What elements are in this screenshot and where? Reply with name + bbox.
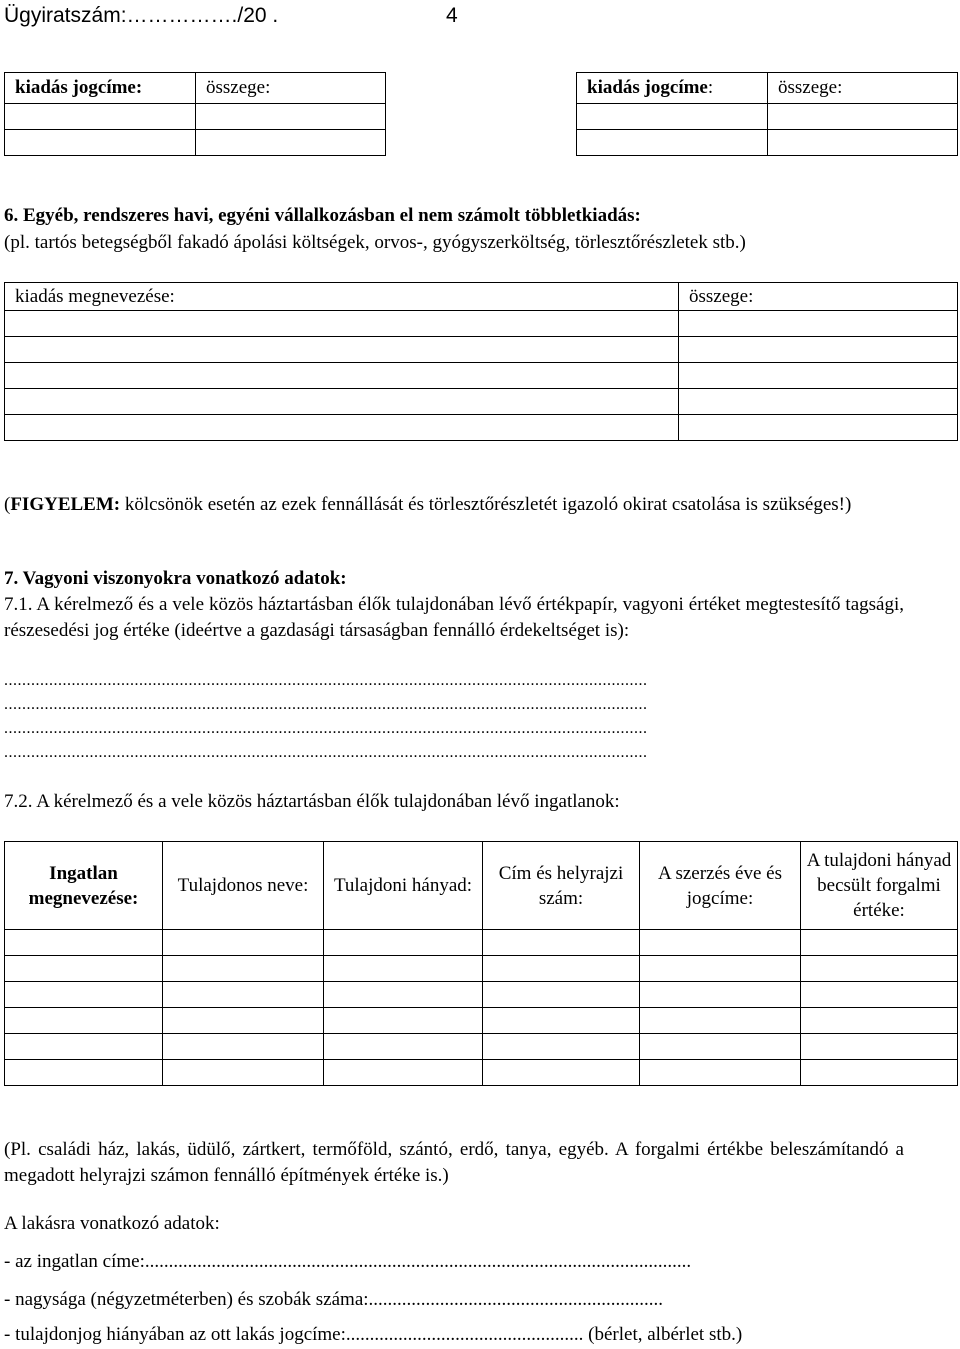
table-cell[interactable] bbox=[5, 982, 163, 1008]
table-cell[interactable] bbox=[196, 104, 386, 130]
section-7-2-text: 7.2. A kérelmező és a vele közös háztartásban élők tulajdonában lévő ingatlanok: bbox=[4, 791, 620, 812]
table-cell[interactable] bbox=[163, 956, 324, 982]
property-header-cell: Cím és helyrajzi szám: bbox=[483, 842, 640, 930]
expense-table-left bbox=[4, 72, 386, 156]
table-cell[interactable] bbox=[5, 1008, 163, 1034]
table-cell[interactable] bbox=[679, 337, 958, 363]
table-cell[interactable] bbox=[163, 1034, 324, 1060]
table-cell[interactable] bbox=[483, 1034, 640, 1060]
header-cell: összege: bbox=[679, 283, 958, 311]
table-cell[interactable] bbox=[163, 1060, 324, 1086]
property-header-cell: Tulajdonos neve: bbox=[163, 842, 324, 930]
table-cell[interactable] bbox=[768, 104, 958, 130]
header-cell: kiadás megnevezése: bbox=[5, 283, 679, 311]
table-cell[interactable] bbox=[679, 415, 958, 441]
section-7-title: 7. Vagyoni viszonyokra vonatkozó adatok: bbox=[4, 568, 347, 589]
table-cell[interactable] bbox=[640, 1034, 801, 1060]
table-cell[interactable] bbox=[483, 956, 640, 982]
flat-size-line[interactable]: - nagysága (négyzetméterben) és szobák száma:.............................................................. bbox=[4, 1289, 664, 1310]
table-cell[interactable] bbox=[801, 930, 958, 956]
property-table bbox=[4, 841, 958, 1086]
answer-line[interactable]: ............................................................................................................................................... bbox=[4, 696, 648, 713]
table-cell[interactable] bbox=[801, 1008, 958, 1034]
table-cell[interactable] bbox=[163, 930, 324, 956]
table-cell[interactable] bbox=[577, 104, 768, 130]
property-header-cell: Tulajdoni hányad: bbox=[324, 842, 483, 930]
table-cell[interactable] bbox=[5, 104, 196, 130]
table-cell[interactable] bbox=[324, 1060, 483, 1086]
flat-data-title: A lakásra vonatkozó adatok: bbox=[4, 1213, 220, 1234]
table-cell[interactable] bbox=[5, 363, 679, 389]
table-cell[interactable] bbox=[768, 130, 958, 156]
section-6-subtitle: (pl. tartós betegségből fakadó ápolási költségek, orvos-, gyógyszerköltség, törlesztőrészletek stb.) bbox=[4, 232, 746, 253]
section-6-title: 6. Egyéb, rendszeres havi, egyéni vállalkozásban el nem számolt többletkiadás: bbox=[4, 205, 641, 226]
document-number-label: Ügyiratszám:……………./20 . bbox=[4, 4, 279, 27]
other-expenses-table bbox=[4, 282, 958, 441]
table-cell[interactable] bbox=[801, 982, 958, 1008]
answer-line[interactable]: ............................................................................................................................................... bbox=[4, 720, 648, 737]
table-cell[interactable] bbox=[324, 956, 483, 982]
table-cell[interactable] bbox=[5, 337, 679, 363]
table-cell[interactable] bbox=[324, 1008, 483, 1034]
table-cell[interactable] bbox=[640, 1008, 801, 1034]
answer-line[interactable]: ............................................................................................................................................... bbox=[4, 744, 648, 761]
header-cell: kiadás jogcíme: bbox=[5, 73, 196, 104]
table-cell[interactable] bbox=[5, 930, 163, 956]
table-cell[interactable] bbox=[801, 1060, 958, 1086]
table-cell[interactable] bbox=[5, 1060, 163, 1086]
header-cell: kiadás jogcíme: bbox=[577, 73, 768, 104]
table-cell[interactable] bbox=[5, 956, 163, 982]
table-cell[interactable] bbox=[801, 1034, 958, 1060]
answer-line[interactable]: ............................................................................................................................................... bbox=[4, 672, 648, 689]
table-cell[interactable] bbox=[324, 982, 483, 1008]
property-header-cell: A tulajdoni hányad becsült forgalmi értéke: bbox=[801, 842, 958, 930]
table-cell[interactable] bbox=[5, 415, 679, 441]
table-cell[interactable] bbox=[163, 982, 324, 1008]
loan-warning-note: (FIGYELEM: kölcsönök esetén az ezek fennállását és törlesztőrészletét igazoló okirat csatolása is szükséges!) bbox=[4, 494, 852, 515]
table-cell[interactable] bbox=[324, 930, 483, 956]
table-cell[interactable] bbox=[196, 130, 386, 156]
table-cell[interactable] bbox=[5, 311, 679, 337]
flat-title-line[interactable]: - tulajdonjog hiányában az ott lakás jogcíme:.................................................. (bérlet, albérlet stb.) bbox=[4, 1324, 743, 1345]
property-note: (Pl. családi ház, lakás, üdülő, zártkert, termőföld, szántó, erdő, tanya, egyéb. A forgalmi értékbe beleszámítandó a megadott helyrajzi számon fennálló építmények értéke is.) bbox=[4, 1139, 904, 1186]
table-cell[interactable] bbox=[5, 1034, 163, 1060]
property-header-cell: Ingatlan megnevezése: bbox=[5, 842, 163, 930]
table-cell[interactable] bbox=[483, 1060, 640, 1086]
table-cell[interactable] bbox=[640, 956, 801, 982]
table-cell[interactable] bbox=[679, 311, 958, 337]
table-cell[interactable] bbox=[5, 389, 679, 415]
property-header-cell: A szerzés éve és jogcíme: bbox=[640, 842, 801, 930]
table-cell[interactable] bbox=[679, 389, 958, 415]
page-number: 4 bbox=[446, 4, 458, 27]
table-cell[interactable] bbox=[324, 1034, 483, 1060]
page-header bbox=[4, 4, 278, 28]
table-cell[interactable] bbox=[163, 1008, 324, 1034]
table-cell[interactable] bbox=[577, 130, 768, 156]
expense-table-right bbox=[576, 72, 958, 156]
header-cell: összege: bbox=[768, 73, 958, 104]
table-cell[interactable] bbox=[5, 130, 196, 156]
section-7-1-text: 7.1. A kérelmező és a vele közös háztartásban élők tulajdonában lévő értékpapír, vagyoni értéket megtestesítő tagsági, részesedési jog értéke (ideértve a gazdasági társaságban fennálló érdekeltséget is): bbox=[4, 594, 904, 641]
table-cell[interactable] bbox=[483, 930, 640, 956]
table-cell[interactable] bbox=[801, 956, 958, 982]
header-cell: összege: bbox=[196, 73, 386, 104]
table-cell[interactable] bbox=[483, 1008, 640, 1034]
flat-address-line[interactable]: - az ingatlan címe:................................................................................................................... bbox=[4, 1251, 692, 1272]
table-cell[interactable] bbox=[483, 982, 640, 1008]
table-cell[interactable] bbox=[640, 982, 801, 1008]
table-cell[interactable] bbox=[640, 1060, 801, 1086]
table-cell[interactable] bbox=[640, 930, 801, 956]
table-cell[interactable] bbox=[679, 363, 958, 389]
